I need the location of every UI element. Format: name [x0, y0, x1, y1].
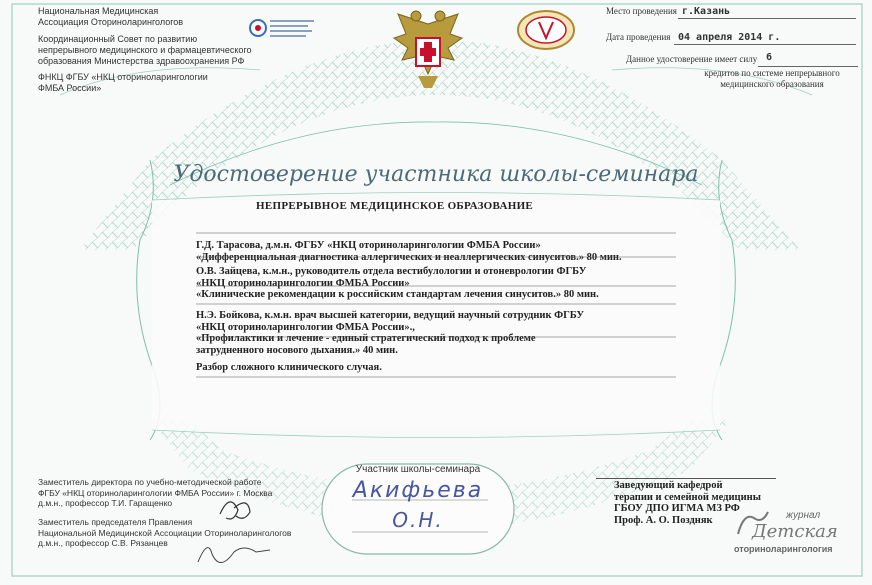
certificate-subtitle: НЕПРЕРЫВНОЕ МЕДИЦИНСКОЕ ОБРАЗОВАНИЕ	[256, 200, 534, 212]
signatory-line: д.м.н., профессор Т.И. Гаращенко	[38, 498, 173, 508]
program-line: О.В. Зайцева, к.м.н., руководитель отдела вестибулологии и отоневрологии ФГБУ	[196, 266, 587, 277]
place-label: Место проведения	[606, 6, 677, 16]
nmo-logo	[248, 14, 318, 44]
signatory-line: д.м.н., профессор С.В. Рязанцев	[38, 538, 168, 548]
date-label: Дата проведения	[606, 32, 671, 42]
place-value: г.Казань	[682, 6, 731, 17]
org-line: ФНКЦ ФГБУ «НКЦ оториноларингологии	[38, 72, 208, 82]
signatory-line: ГБОУ ДПО ИГМА МЗ РФ	[614, 503, 740, 514]
program-line: «Клинические рекомендации к российским стандартам лечения синуситов.» 80 мин.	[196, 289, 599, 300]
eagle-emblem-icon	[388, 4, 468, 94]
participant-label: Участник школы-семинара	[355, 464, 481, 475]
signatory-line: Заведующий кафедрой	[614, 480, 723, 491]
credits-description	[682, 68, 862, 90]
program-line: затрудненного носового дыхания.» 40 мин.	[196, 344, 398, 356]
program-line: Г.Д. Тарасова, д.м.н. ФГБУ «НКЦ оториноларингологии ФМБА России»	[196, 240, 541, 251]
org-national-association	[38, 6, 278, 28]
certificate-title: Удостоверение участника школы-семинара	[173, 162, 699, 187]
org-line: Координационный Совет по развитию	[38, 34, 198, 44]
signatory-line: Национальной Медицинской Ассоциации Оториноларингологов	[38, 527, 292, 538]
signature-line	[596, 478, 776, 479]
credits-field	[626, 54, 862, 68]
org-line: Ассоциация Оториноларингологов	[38, 17, 184, 27]
date-value: 04 апреля 2014 г.	[678, 32, 781, 43]
signatory-line: ФГБУ «НКЦ оториноларингологии ФМБА России» г. Москва	[38, 487, 273, 498]
credits-line: кредитов по системе непрерывного	[704, 68, 840, 78]
credits-label: Данное удостоверение имеет силу	[626, 54, 758, 64]
journal-logo-line3: оториноларингология	[734, 544, 833, 554]
journal-logo-line1: журнал	[786, 510, 821, 521]
credits-line: медицинского образования	[720, 79, 824, 89]
program-line: «Профилактики и лечение - единый стратегический подход к проблеме	[196, 333, 536, 344]
journal-logo-line2: Детская	[752, 521, 838, 542]
org-line: ФМБА России»	[38, 83, 102, 93]
signatory-line: Заместитель председателя Правления	[38, 517, 193, 527]
program-line: «НКЦ оториноларингологии ФМБА России».,	[196, 321, 415, 333]
signatory-deputy-director	[38, 477, 328, 509]
participant-initials: О.Н.	[392, 508, 444, 532]
ruled-lines	[196, 230, 686, 390]
signatory-line: Проф. А. О. Поздняк	[614, 514, 713, 526]
program-line: «НКЦ оториноларингологии ФМБА России»	[196, 277, 410, 289]
participant-name: Акифьева	[352, 478, 484, 503]
signatory-deputy-chair	[38, 517, 328, 549]
program-line: «Дифференциальная диагностика аллергических и неаллергических синуситов.» 80 мин.	[196, 251, 622, 263]
signatory-line: Заместитель директора по учебно-методической работе	[38, 477, 262, 487]
org-fnkc	[38, 72, 278, 94]
org-line: образования Министерства здравоохранения РФ	[38, 56, 245, 66]
org-line: непрерывного медицинского и фармацевтического	[38, 45, 252, 55]
program-line: Н.Э. Бойкова, к.м.н. врач высшей категории, ведущий научный сотрудник ФГБУ	[196, 310, 585, 321]
program-line: Разбор сложного клинического случая.	[196, 362, 382, 373]
place-field	[606, 6, 856, 20]
date-field	[606, 32, 856, 46]
journal-logo	[734, 508, 864, 558]
handwritten-signatures	[190, 492, 280, 582]
credits-value: 6	[766, 52, 773, 63]
association-oval-logo	[515, 8, 577, 52]
org-line: Национальная Медицинская	[38, 6, 159, 16]
signatory-line: терапии и семейной медицины	[614, 491, 761, 503]
